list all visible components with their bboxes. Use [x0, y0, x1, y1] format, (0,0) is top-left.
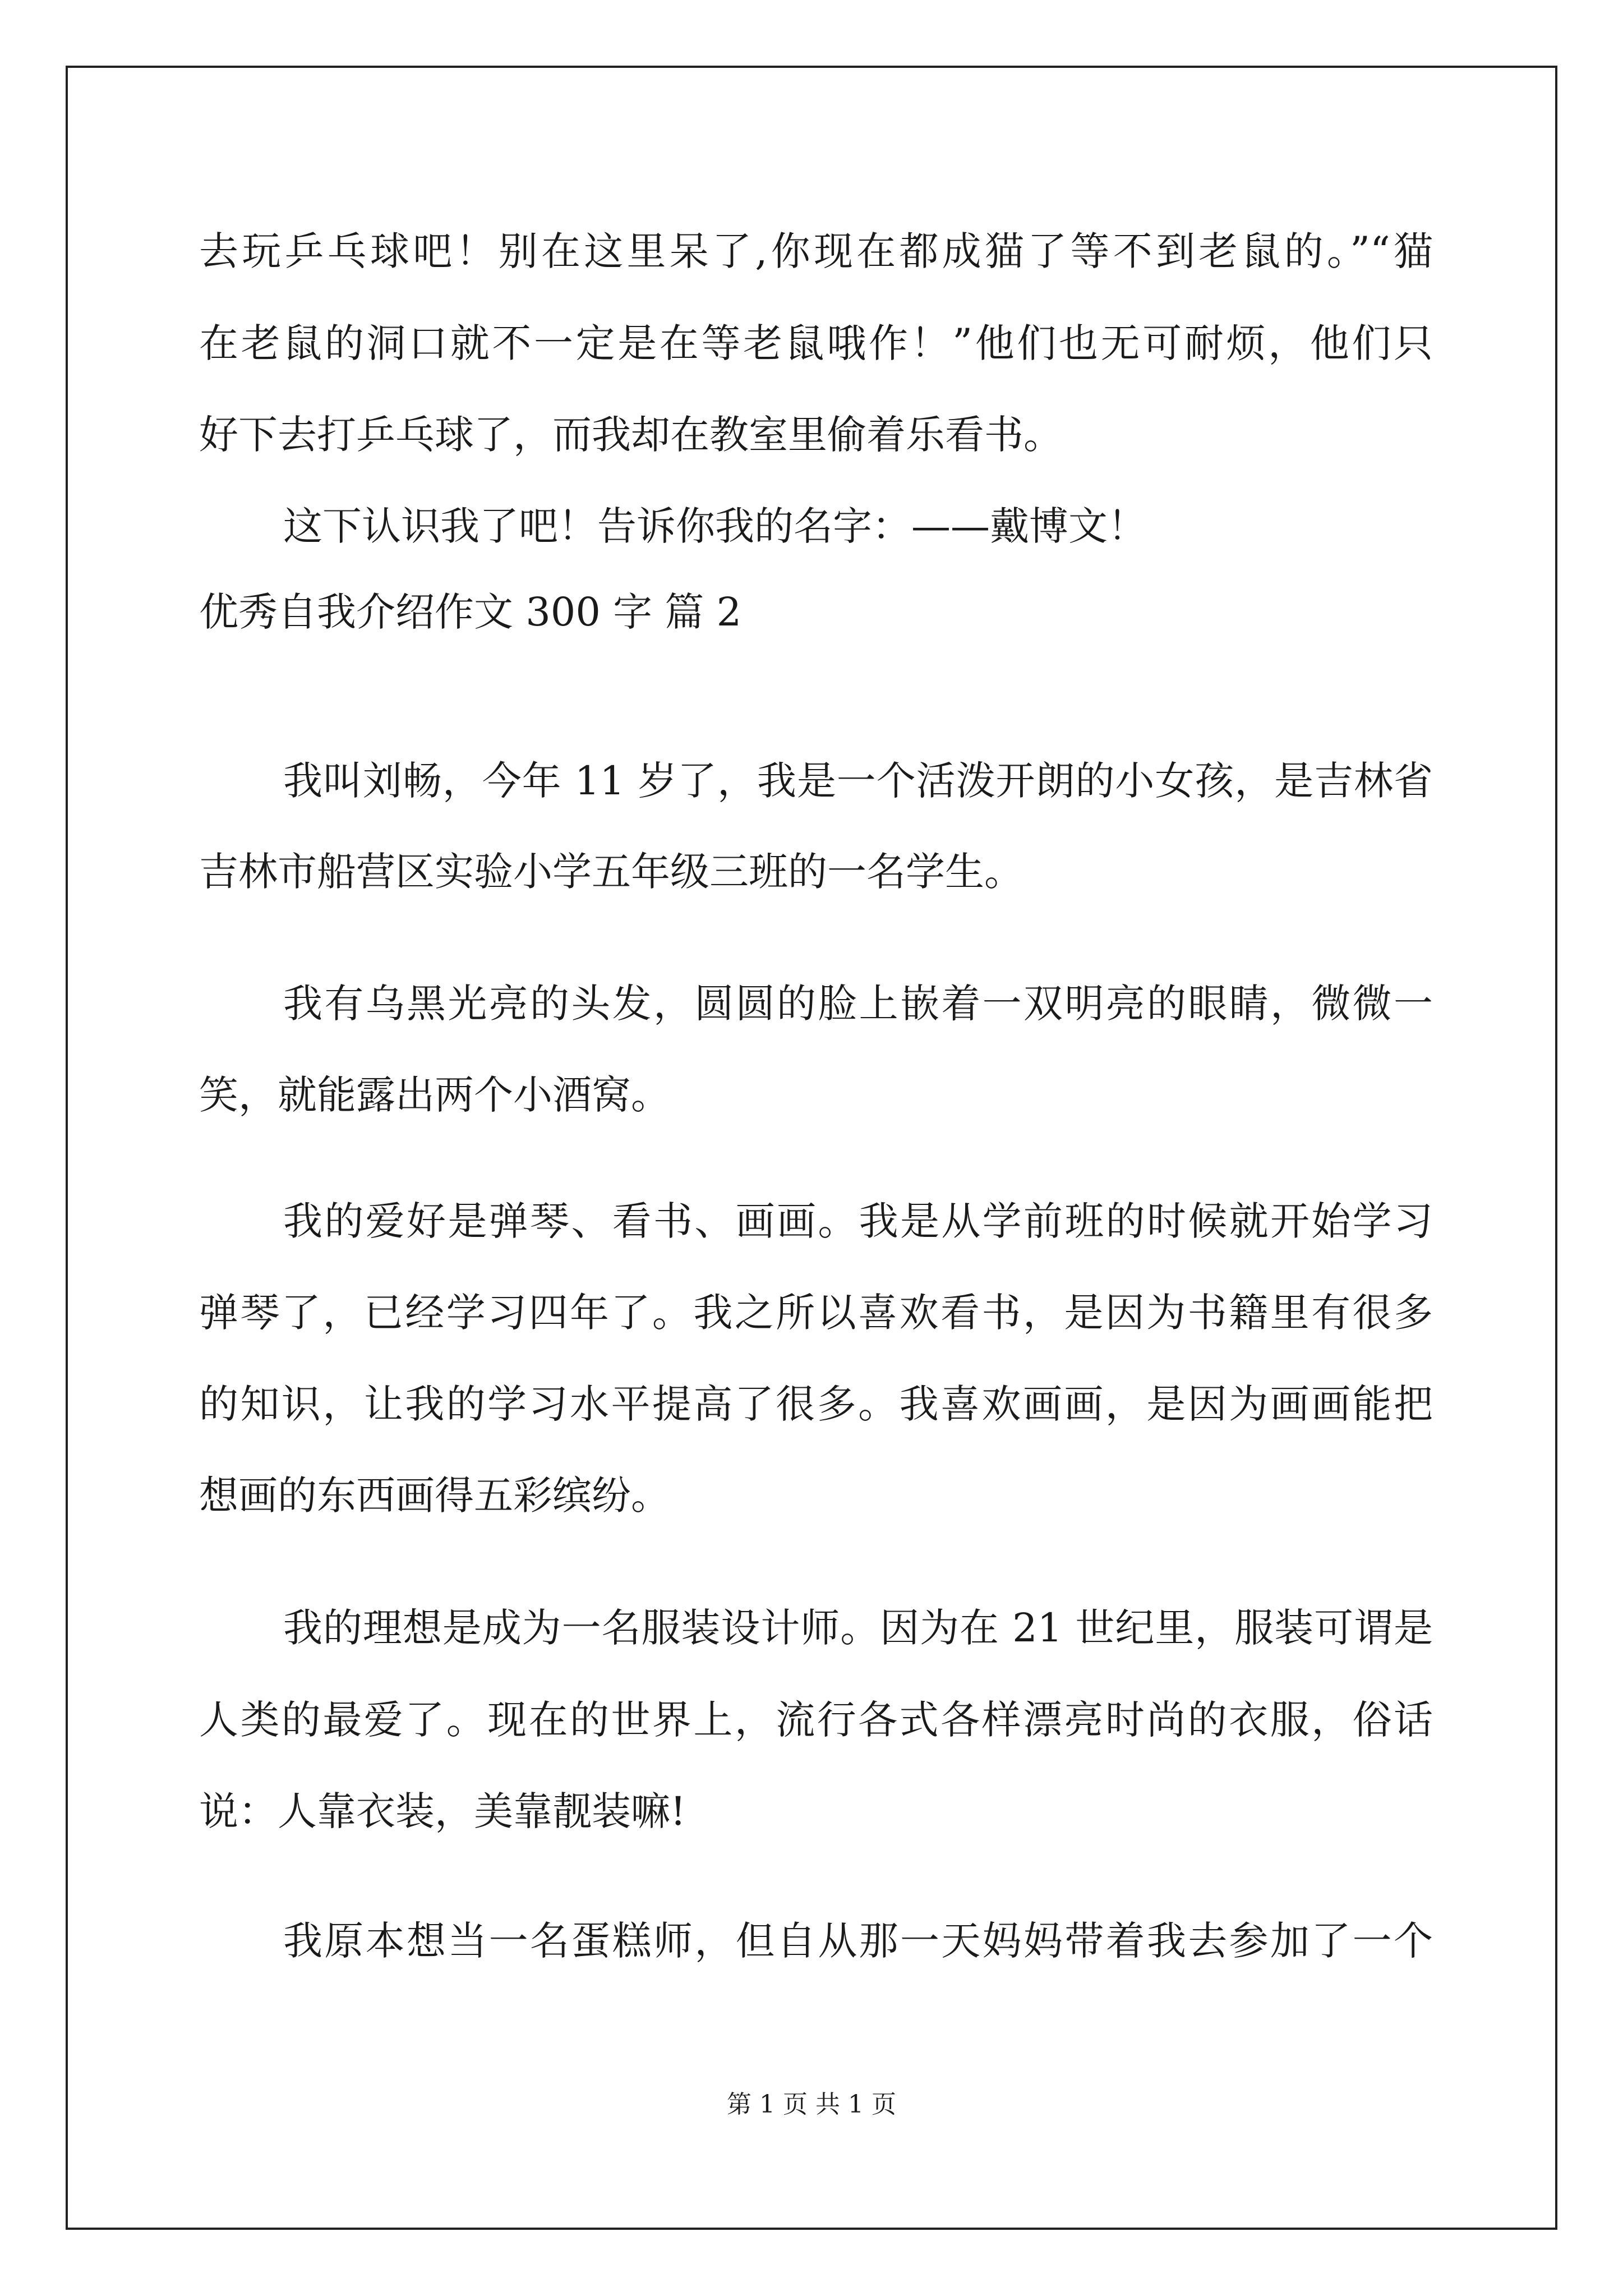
paragraph-first-line: 我原本想当一名蛋糕师，但自从那一天妈妈带着我去参加了一个: [283, 1918, 1433, 1964]
paragraph-first-line: 这下认识我了吧！告诉你我的名字：——戴博文！: [283, 503, 1147, 549]
text-line: 吉林市船营区实验小学五年级三班的一名学生。: [199, 849, 1023, 895]
section-heading: 优秀自我介绍作文 300 字 篇 2: [199, 589, 742, 635]
text-line: 想画的东西画得五彩缤纷。: [199, 1473, 670, 1519]
text-line: 人类的最爱了。现在的世界上，流行各式各样漂亮时尚的衣服，俗话: [199, 1697, 1433, 1743]
paragraph-first-line: 我的理想是成为一名服装设计师。因为在 21 世纪里，服装可谓是: [283, 1605, 1433, 1651]
paragraph-first-line: 我有乌黑光亮的头发，圆圆的脸上嵌着一双明亮的眼睛，微微一: [283, 981, 1433, 1027]
text-line: 的知识，让我的学习水平提高了很多。我喜欢画画，是因为画画能把: [199, 1381, 1433, 1427]
text-line: 在老鼠的洞口就不一定是在等老鼠哦作！”他们也无可耐烦，他们只: [199, 320, 1433, 366]
text-line: 好下去打乒乓球了，而我却在教室里偷着乐看书。: [199, 412, 1063, 458]
page-footer: 第 1 页 共 1 页: [727, 2090, 896, 2119]
text-line: 弹琴了，已经学习四年了。我之所以喜欢看书，是因为书籍里有很多: [199, 1290, 1433, 1336]
paragraph-first-line: 我的爱好是弹琴、看书、画画。我是从学前班的时候就开始学习: [283, 1198, 1433, 1244]
paragraph-first-line: 我叫刘畅，今年 11 岁了，我是一个活泼开朗的小女孩，是吉林省: [283, 758, 1433, 804]
text-line: 去玩乒乓球吧！别在这里呆了,你现在都成猫了等不到老鼠的。”“猫: [199, 228, 1433, 274]
text-line: 笑，就能露出两个小酒窝。: [199, 1072, 670, 1118]
page-border: [66, 66, 1557, 2230]
text-line: 说：人靠衣装，美靠靓装嘛!: [199, 1788, 686, 1834]
